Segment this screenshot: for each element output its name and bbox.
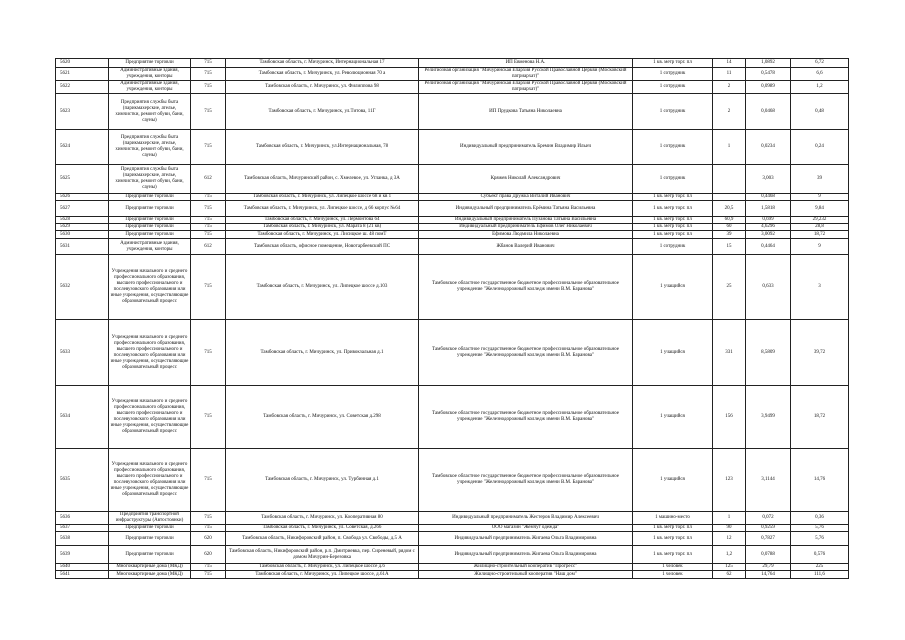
object-type: Предприятие торговли: [109, 525, 191, 532]
measure-unit: 1 кв. метр торг. пл: [633, 217, 713, 224]
unit-quantity: [713, 194, 746, 201]
table-row: [56, 449, 849, 512]
object-type: Учреждения начального и среднего профессионального образования, высшего профессионального и послевузовского образования или иные учреждения, осуществляющие образовательный процесс: [109, 386, 191, 449]
organization-name: Тамбовское областное государственное бюджетное профессиональное образовательное учреждение "Железнодорожный колледж имени В.М. Баранова": [419, 386, 633, 449]
object-type: Предприятие торговли: [109, 224, 191, 231]
value-secondary: 9: [791, 194, 849, 201]
value-secondary: 18,72: [791, 386, 849, 449]
organization-name: Индивидуальный предприниматель Ефимов Олег Николаевич: [419, 224, 633, 231]
table-row: [56, 386, 849, 449]
row-number: 5631: [56, 239, 109, 255]
value-primary: 0,0788: [746, 546, 791, 564]
organization-name: ООО магазин "Жемчуг одежда": [419, 525, 633, 532]
object-address: Тамбовская область, г. Мичуринск, ул. Лермонтова 64: [226, 217, 419, 224]
registry-table-body: [56, 59, 849, 579]
value-primary: 0,7827: [746, 532, 791, 546]
value-primary: 1,5818: [746, 201, 791, 217]
value-primary: 0,5478: [746, 68, 791, 81]
object-type: Многоквартирные дома (МКД): [109, 571, 191, 579]
organization-name: Жилищно-строительный кооператив "Прогресс": [419, 564, 633, 571]
object-address: Тамбовская область, г. Мичуринск, ул. Филиппова 98: [226, 81, 419, 94]
row-number: 5633: [56, 320, 109, 386]
object-code: 612: [191, 239, 226, 255]
organization-name: Религиозная организация "Мичуринская Епархия Русской Православной Церкви (Московский патриархат)": [419, 81, 633, 94]
table-row: [56, 217, 849, 224]
object-code: 715: [191, 525, 226, 532]
row-number: 5640: [56, 564, 109, 571]
object-code: 715: [191, 81, 226, 94]
table-row: [56, 320, 849, 386]
object-address: Тамбовская область, г. Мичуринск, ул. Турбинная д.1: [226, 449, 419, 512]
row-number: 5625: [56, 165, 109, 194]
object-type: Предприятия службы быта (парикмахерские, ателье, химчистки, ремонт обуви, бани, сауны): [109, 130, 191, 165]
value-secondary: 0,24: [791, 130, 849, 165]
table-row: [56, 68, 849, 81]
unit-quantity: 39: [713, 231, 746, 239]
object-type: Административные здания, учреждения, конторы: [109, 68, 191, 81]
measure-unit: 1 человек: [633, 571, 713, 579]
row-number: 5627: [56, 201, 109, 217]
object-type: Учреждения начального и среднего профессионального образования, высшего профессионального и послевузовского образования или иные учреждения, осуществляющие образовательный процесс: [109, 255, 191, 320]
measure-unit: 1 кв. метр торг. пл: [633, 201, 713, 217]
unit-quantity: 123: [713, 449, 746, 512]
table-row: [56, 571, 849, 579]
unit-quantity: 25: [713, 255, 746, 320]
value-primary: 3,003: [746, 165, 791, 194]
row-number: 5624: [56, 130, 109, 165]
organization-name: ИП Евменова Н.А.: [419, 59, 633, 68]
value-primary: 3,9499: [746, 386, 791, 449]
row-number: 5632: [56, 255, 109, 320]
row-number: 5629: [56, 224, 109, 231]
organization-name: Индивидуальный предприниматель Ерёмина Татьяна Васильевна: [419, 201, 633, 217]
value-primary: 0,9259: [746, 525, 791, 532]
unit-quantity: 2: [713, 81, 746, 94]
object-code: 715: [191, 449, 226, 512]
object-type: Предприятия транспортной инфраструктуры (Автостоянки): [109, 512, 191, 525]
measure-unit: 1 учащийся: [633, 255, 713, 320]
organization-name: Жбанов Валерий Иванович: [419, 239, 633, 255]
object-code: 620: [191, 532, 226, 546]
value-primary: 0,0468: [746, 94, 791, 130]
object-code: 715: [191, 512, 226, 525]
object-address: Тамбовская область, г. Мичуринск, ул. Марата 8 (21 кв): [226, 224, 419, 231]
row-number: 5620: [56, 59, 109, 68]
object-type: Учреждения начального и среднего профессионального образования, высшего профессионального и послевузовского образования или иные учреждения, осуществляющие образовательный процесс: [109, 320, 191, 386]
object-address: Тамбовская область, г. Мичуринск, ул. Липецкое шоссе д.103: [226, 255, 419, 320]
measure-unit: 1 кв. метр торг. пл: [633, 59, 713, 68]
organization-name: Ефимова Людмила Николаевна: [419, 231, 633, 239]
unit-quantity: 125: [713, 564, 746, 571]
organization-name: Жилищно-строительный кооператив "Наш дом": [419, 571, 633, 579]
value-secondary: 18,72: [791, 231, 849, 239]
measure-unit: 1 учащийся: [633, 320, 713, 386]
unit-quantity: 90: [713, 525, 746, 532]
object-address: Тамбовская область, г. Мичуринск, ул. Кооперативная 80: [226, 512, 419, 525]
unit-quantity: 60,9: [713, 217, 746, 224]
row-number: 5630: [56, 231, 109, 239]
value-primary: 3,1144: [746, 449, 791, 512]
measure-unit: 1 кв. метр торг. пл: [633, 224, 713, 231]
table-row: [56, 81, 849, 94]
object-code: 715: [191, 68, 226, 81]
unit-quantity: 2: [713, 94, 746, 130]
organization-name: Тамбовское областное государственное бюджетное профессиональное образовательное учреждение "Железнодорожный колледж имени В.М. Баранова": [419, 320, 633, 386]
measure-unit: 1 учащийся: [633, 449, 713, 512]
object-code: 715: [191, 320, 226, 386]
organization-name: Индивидуальный предприниматель Жигаева Ольга Владимировна: [419, 532, 633, 546]
object-address: Тамбовская область, г. Мичуринск, ул. Липецкое шоссе 68 и кв 1: [226, 194, 419, 201]
value-secondary: 6,6: [791, 68, 849, 81]
object-code: 715: [191, 94, 226, 130]
unit-quantity: 20,5: [713, 201, 746, 217]
object-code: 612: [191, 165, 226, 194]
organization-name: Кряжев Николай Александрович: [419, 165, 633, 194]
row-number: 5621: [56, 68, 109, 81]
unit-quantity: 156: [713, 386, 746, 449]
organization-name: ИП Прудкова Татьяна Николаевна: [419, 94, 633, 130]
value-secondary: 1,2: [791, 81, 849, 94]
value-primary: 0,072: [746, 512, 791, 525]
object-address: Тамбовская область, офисное помещение, Новотарбеевский ПС: [226, 239, 419, 255]
value-secondary: 0,48: [791, 94, 849, 130]
unit-quantity: 1: [713, 130, 746, 165]
value-primary: 8,5809: [746, 320, 791, 386]
organization-name: Индивидуальный предприниматель Пузанова Татьяна Васильевна: [419, 217, 633, 224]
table-row: [56, 94, 849, 130]
object-code: 715: [191, 386, 226, 449]
unit-quantity: 12: [713, 532, 746, 546]
measure-unit: 1 кв. метр торг. пл: [633, 546, 713, 564]
table-row: [56, 165, 849, 194]
measure-unit: 1 кв. метр торг. пл: [633, 532, 713, 546]
unit-quantity: [713, 165, 746, 194]
value-secondary: 3: [791, 255, 849, 320]
object-code: 620: [191, 546, 226, 564]
measure-unit: 1 кв. метр торг. пл: [633, 231, 713, 239]
object-type: Предприятия службы быта (парикмахерские, ателье, химчистки, ремонт обуви, бани, сауны): [109, 94, 191, 130]
table-row: [56, 525, 849, 532]
object-address: Тамбовская область, Мичуринский район, с. Хмелевое, ул. Угланка, д 3А: [226, 165, 419, 194]
value-secondary: 28,8: [791, 224, 849, 231]
table-row: [56, 130, 849, 165]
table-row: [56, 564, 849, 571]
table-row: [56, 194, 849, 201]
value-secondary: 29,232: [791, 217, 849, 224]
object-type: Предприятие торговли: [109, 201, 191, 217]
row-number: 5635: [56, 449, 109, 512]
object-type: Учреждения начального и среднего профессионального образования, высшего профессионального и послевузовского образования или иные учреждения, осуществляющие образовательный процесс: [109, 449, 191, 512]
row-number: 5636: [56, 512, 109, 525]
object-code: 715: [191, 224, 226, 231]
row-number: 5638: [56, 532, 109, 546]
object-code: 715: [191, 201, 226, 217]
registry-table: [55, 58, 849, 579]
object-code: 715: [191, 564, 226, 571]
object-type: Предприятие торговли: [109, 59, 191, 68]
value-secondary: 0,36: [791, 512, 849, 525]
object-address: Тамбовская область, г. Мичуринск, Интернациональная 17: [226, 59, 419, 68]
measure-unit: 1 сотрудник: [633, 94, 713, 130]
table-row: [56, 231, 849, 239]
measure-unit: 1 сотрудник: [633, 81, 713, 94]
object-type: Предприятие торговли: [109, 546, 191, 564]
object-code: 715: [191, 571, 226, 579]
object-code: 715: [191, 231, 226, 239]
value-primary: 4,6296: [746, 224, 791, 231]
value-secondary: 111,6: [791, 571, 849, 579]
value-secondary: 9,84: [791, 201, 849, 217]
table-row: [56, 224, 849, 231]
value-secondary: 39,72: [791, 320, 849, 386]
unit-quantity: 1,2: [713, 546, 746, 564]
object-type: Предприятия службы быта (парикмахерские, ателье, химчистки, ремонт обуви, бани, сауны): [109, 165, 191, 194]
value-secondary: 5,76: [791, 532, 849, 546]
table-row: [56, 201, 849, 217]
object-address: Тамбовская область, г. Мичуринск, ул. Лисицкое ш. 48 помТ: [226, 231, 419, 239]
measure-unit: 1 сотрудник: [633, 130, 713, 165]
object-address: Тамбовская область, г. Мичуринск, ул. Липецкое шоссе д.6: [226, 564, 419, 571]
measure-unit: 1 сотрудник: [633, 68, 713, 81]
object-code: 715: [191, 255, 226, 320]
unit-quantity: 14: [713, 59, 746, 68]
measure-unit: 1 сотрудник: [633, 165, 713, 194]
table-row: [56, 239, 849, 255]
object-type: Многоквартирные дома (МКД): [109, 564, 191, 571]
value-primary: 3,0092: [746, 231, 791, 239]
object-code: 715: [191, 130, 226, 165]
row-number: 5628: [56, 217, 109, 224]
object-type: Предприятие торговли: [109, 194, 191, 201]
unit-quantity: 11: [713, 68, 746, 81]
value-secondary: 5,76: [791, 525, 849, 532]
organization-name: Тамбовское областное государственное бюджетное профессиональное образовательное учреждение "Железнодорожный колледж имени В.М. Баранова": [419, 449, 633, 512]
unit-quantity: 15: [713, 239, 746, 255]
object-type: Предприятие торговли: [109, 217, 191, 224]
row-number: 5639: [56, 546, 109, 564]
object-address: Тамбовская область, г. Мичуринск, ул. Липецкое шоссе, д 66 корпус №64: [226, 201, 419, 217]
organization-name: Индивидуальный предприниматель Жигаева Ольга Владимировна: [419, 546, 633, 564]
measure-unit: 1 учащийся: [633, 386, 713, 449]
object-type: Административные здания, учреждения, конторы: [109, 239, 191, 255]
value-primary: 1,0892: [746, 59, 791, 68]
table-row: [56, 59, 849, 68]
organization-name: Субъект права Дружка Виталий Иванович: [419, 194, 633, 201]
value-secondary: 225: [791, 564, 849, 571]
measure-unit: 1 кв. метр торг. пл: [633, 194, 713, 201]
row-number: 5626: [56, 194, 109, 201]
object-address: Тамбовская область, г. Мичуринск, ул. Советская д.298: [226, 386, 419, 449]
value-secondary: 6,72: [791, 59, 849, 68]
value-primary: 14,764: [746, 571, 791, 579]
object-address: Тамбовская область, Никифоровский район, п. Свобода ул. Свободы, д.5 А: [226, 532, 419, 546]
object-address: Тамбовская область, г. Мичуринск, ул. Привокзальная д.1: [226, 320, 419, 386]
value-primary: 0,4468: [746, 194, 791, 201]
unit-quantity: 1: [713, 512, 746, 525]
value-primary: 29,79: [746, 564, 791, 571]
object-code: 715: [191, 194, 226, 201]
table-row: [56, 546, 849, 564]
measure-unit: 1 человек: [633, 564, 713, 571]
row-number: 5634: [56, 386, 109, 449]
object-address: Тамбовская область, г. Мичуринск, ул. Революционная 70 а: [226, 68, 419, 81]
value-secondary: 14,76: [791, 449, 849, 512]
object-code: 715: [191, 217, 226, 224]
value-secondary: 9: [791, 239, 849, 255]
value-primary: 0,0989: [746, 81, 791, 94]
organization-name: Тамбовское областное государственное бюджетное профессиональное образовательное учреждение "Железнодорожный колледж имени В.М. Баранова": [419, 255, 633, 320]
table-row: [56, 532, 849, 546]
row-number: 5622: [56, 81, 109, 94]
value-secondary: 0,576: [791, 546, 849, 564]
table-row: [56, 512, 849, 525]
value-primary: 0,699: [746, 217, 791, 224]
organization-name: Индивидуальный предприниматель Бремин Владимир Ильич: [419, 130, 633, 165]
object-type: Предприятие торговли: [109, 231, 191, 239]
row-number: 5641: [56, 571, 109, 579]
object-type: Административные здания, учреждения, конторы: [109, 81, 191, 94]
measure-unit: 1 сотрудник: [633, 239, 713, 255]
table-row: [56, 255, 849, 320]
object-type: Предприятие торговли: [109, 532, 191, 546]
organization-name: Индивидуальный предприниматель Жестеров Владимир Алексеевич: [419, 512, 633, 525]
object-address: Тамбовская область, г. Мичуринск, ул.Титова, 11Г: [226, 94, 419, 130]
object-address: Тамбовская область, Никифоровский район, р.п. Дмитриевка, пер. Сиреневый, рядом с домом Мичурин-Березовка: [226, 546, 419, 564]
unit-quantity: 331: [713, 320, 746, 386]
row-number: 5623: [56, 94, 109, 130]
value-primary: 0,4464: [746, 239, 791, 255]
row-number: 5637: [56, 525, 109, 532]
object-code: 715: [191, 59, 226, 68]
measure-unit: 1 кв. метр торг. пл: [633, 525, 713, 532]
object-address: Тамбовская область, г. Мичуринск, ул. Липецкое шоссе, д.61А: [226, 571, 419, 579]
unit-quantity: 60: [713, 224, 746, 231]
measure-unit: 1 машино-место: [633, 512, 713, 525]
organization-name: Религиозная организация "Мичуринская Епархия Русской Православной Церкви (Московский патриархат)": [419, 68, 633, 81]
object-address: Тамбовская область, г. Мичуринск, ул.Интернациональная, 78: [226, 130, 419, 165]
object-address: Тамбовская область, г. Мичуринск, ул. Советская, д.266: [226, 525, 419, 532]
unit-quantity: 62: [713, 571, 746, 579]
value-secondary: 39: [791, 165, 849, 194]
value-primary: 0,633: [746, 255, 791, 320]
value-primary: 0,0234: [746, 130, 791, 165]
